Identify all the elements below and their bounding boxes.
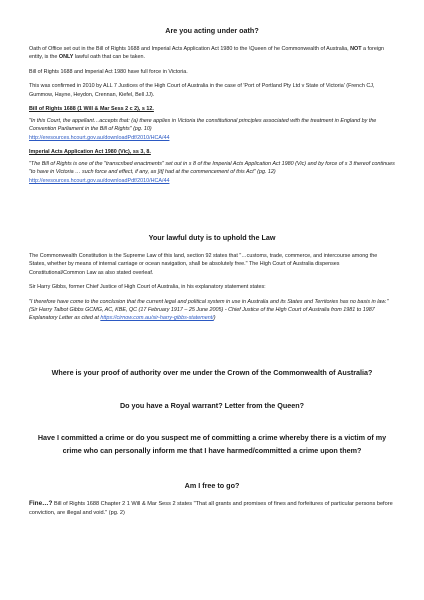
hcourt-link-1[interactable]: http://eresources.hcourt.gov.au/downloadPdf/2010/HCA/44 xyxy=(29,134,170,141)
fine-label: Fine…? xyxy=(29,500,53,507)
section-oath xyxy=(29,45,395,185)
quote-imperial-acts xyxy=(29,160,395,185)
heading-committed-crime: Have I committed a crime or do you suspect me of committing a crime whereby there is a victim of my crime who can personally inform me that I have harmed/committed a crime upon them? xyxy=(37,433,387,455)
section-duty xyxy=(29,252,395,323)
heading-free-to-go: Am I free to go? xyxy=(184,481,240,490)
quote-harry-gibbs xyxy=(29,298,395,323)
emphasis-only: ONLY xyxy=(58,54,74,61)
quote-bill-of-rights: "In this Court, the appellant…accepts that: (a) there applies in Victoria the constitutional principles associated with the treatment in England by the Convention Parliament in the Bill of Rights" (pg. 10) xyxy=(29,117,377,133)
text-oath-end: lawful oath that can be taken. xyxy=(73,54,145,61)
cirnow-link[interactable]: https://cirnow.com.au/sir-harry-gibbs-statement/ xyxy=(100,315,214,322)
quote-harry-gibbs-end: ) xyxy=(213,315,216,322)
quote-imperial-acts-text: "The Bill of Rights is one of the "transcribed enactments" set out in s 8 of the Imperial Acts Application Act 1980 (Vic) and by force of s 3 thereof continues "to have in Victoria … such force and effect, if any, as [it] had at the commencement of this Act" (pg. 12) xyxy=(29,161,395,176)
heading-royal-warrant: Do you have a Royal warrant? Letter from the Queen? xyxy=(119,401,305,410)
paragraph-constitution: The Commonwealth Constitution is the Supreme Law of this land, section 92 states that "…customs, trade, commerce, and intercourse among the States, whether by means of internal carriage or ocean navigation, shall be absolutely free." The High Court of Australia dispenses Constitutional/Common Law as also stated overleaf. xyxy=(29,253,378,276)
subheading-bill-of-rights: Bill of Rights 1688 (1 Will & Mar Sess 2 c 2), s 12. xyxy=(29,105,154,112)
paragraph-full-force: Bill of Rights 1688 and Imperial Act 1980 have full force in Victoria. xyxy=(29,68,188,75)
text-oath-of-office: Oath of Office set out in the Bill of Rights 1688 and Imperial Acts Application Act 1980 to the \Queen of he Commonwealth of Australia, xyxy=(29,46,351,52)
heading-proof-of-authority: Where is your proof of authority over me under the Crown of the Commonwealth of Australia? xyxy=(51,368,373,377)
emphasis-not: NOT xyxy=(350,46,362,52)
paragraph-harry-gibbs: Sir Harry Gibbs, former Chief Justice of High Court of Australia, in his explanatory statement states: xyxy=(29,284,266,291)
paragraph-confirmed: This was confirmed in 2010 by ALL 7 Justices of the High Court of Australia in the case of 'Port of Portland Pty Ltd v State of Victoria' (French CJ, Gummow, Hayne, Heydon, Crennan, Kiefel, Bell JJ). xyxy=(29,83,375,98)
hcourt-link-2[interactable]: http://eresources.hcourt.gov.au/downloadPdf/2010/HCA/44 xyxy=(29,177,170,184)
heading-oath: Are you acting under oath? xyxy=(165,26,259,35)
text-oath-middle: a foreign entity, is the xyxy=(29,46,385,61)
subheading-imperial-acts: Imperial Acts Application Act 1980 (Vic), ss 3, 8. xyxy=(29,149,151,155)
quote-harry-gibbs-text: "I therefore have come to the conclusion that the current legal and political system in use in Australia and its States and Territories has no basis in law." (Sir Harry Talbot Gibbs GCMG, AC, KBE, QC (17 February 1917 – 25 June 2005) - Chief Justice of the High Court of Australia from 1981 to 1987 Explanatory Letter as cited at xyxy=(29,298,389,322)
paragraph-fines xyxy=(29,499,395,518)
paragraph-oath-of-office xyxy=(29,45,395,62)
fine-text: Bill of Rights 1688 Chapter 2 1 Will & Mar Sess 2 states "That all grants and promises of fines and forfeitures of particular persons before conviction, are illegal and void." (pg. 2) xyxy=(29,501,393,516)
heading-lawful-duty: Your lawful duty is to uphold the Law xyxy=(148,233,276,242)
link-row-1 xyxy=(29,134,395,142)
